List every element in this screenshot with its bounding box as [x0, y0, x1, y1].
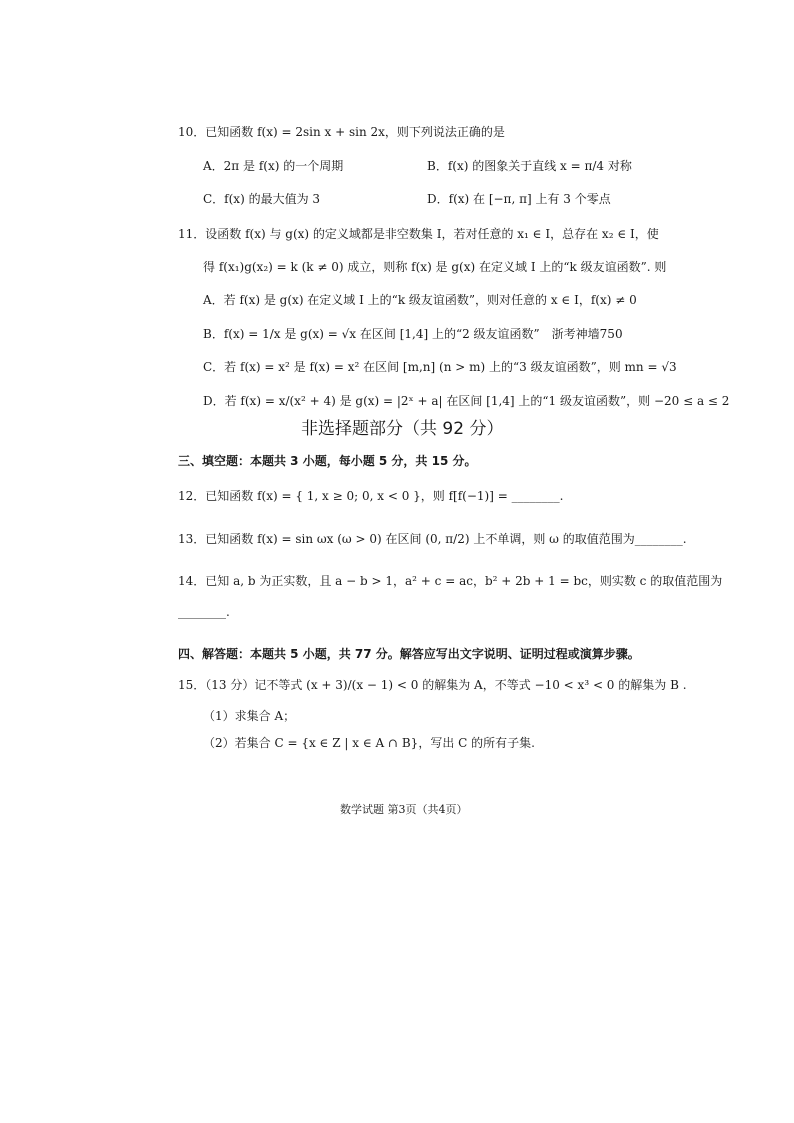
section-3-heading: 三、填空题：本题共 3 小题，每小题 5 分，共 15 分。	[178, 454, 477, 468]
part-title: 非选择题部分（共 92 分）	[301, 419, 504, 439]
q11-stem-line1: 11．设函数 f(x) 与 g(x) 的定义域都是非空数集 I，若对任意的 x₁ ∈ I，总存在 x₂ ∈ I，使	[178, 227, 659, 241]
q14-line1: 14．已知 a, b 为正实数，且 a − b > 1，a² + c = ac，b² + 2b + 1 = bc，则实数 c 的取值范围为	[178, 574, 723, 588]
page-footer: 数学试题 第3页（共4页）	[340, 803, 468, 816]
q10-option-b: B．f(x) 的图象关于直线 x = π/4 对称	[427, 159, 632, 173]
q11-option-b: B．f(x) = 1/x 是 g(x) = √x 在区间 [1,4] 上的“2 级友谊函数” 浙考神墙750	[203, 327, 623, 341]
q10-option-a: A．2π 是 f(x) 的一个周期	[203, 159, 344, 173]
q15-part-2: （2）若集合 C = {x ∈ Z | x ∈ A ∩ B}，写出 C 的所有子集.	[203, 736, 535, 750]
q10-option-c: C．f(x) 的最大值为 3	[203, 192, 321, 206]
q11-option-a: A．若 f(x) 是 g(x) 在定义域 I 上的“k 级友谊函数”，则对任意的 x ∈ I，f(x) ≠ 0	[203, 293, 637, 307]
q11-option-c: C．若 f(x) = x² 是 f(x) = x² 在区间 [m,n] (n > m) 上的“3 级友谊函数”，则 mn = √3	[203, 360, 677, 374]
question-12: 12．已知函数 f(x) = { 1, x ≥ 0; 0, x < 0 }，则 f[f(−1)] = ________.	[178, 489, 564, 503]
q14-answer-blank: ________.	[178, 605, 230, 619]
q11-stem-line2: 得 f(x₁)g(x₂) = k (k ≠ 0) 成立，则称 f(x) 是 g(x) 在定义域 I 上的“k 级友谊函数”. 则	[203, 260, 667, 274]
q15-stem: 15．（13 分）记不等式 (x + 3)/(x − 1) < 0 的解集为 A，不等式 −10 < x³ < 0 的解集为 B .	[178, 678, 687, 692]
q15-part-1: （1）求集合 A；	[203, 709, 296, 723]
q10-option-d: D．f(x) 在 [−π, π] 上有 3 个零点	[427, 192, 611, 206]
q11-option-d: D．若 f(x) = x/(x² + 4) 是 g(x) = |2ˣ + a| 在区间 [1,4] 上的“1 级友谊函数”，则 −20 ≤ a ≤ 2	[203, 394, 730, 408]
q10-stem: 10．已知函数 f(x) = 2sin x + sin 2x，则下列说法正确的是	[178, 125, 505, 139]
question-13: 13．已知函数 f(x) = sin ωx (ω > 0) 在区间 (0, π/2) 上不单调，则 ω 的取值范围为________.	[178, 532, 687, 546]
section-4-heading: 四、解答题：本题共 5 小题，共 77 分。解答应写出文字说明、证明过程或演算步骤。	[178, 647, 640, 661]
